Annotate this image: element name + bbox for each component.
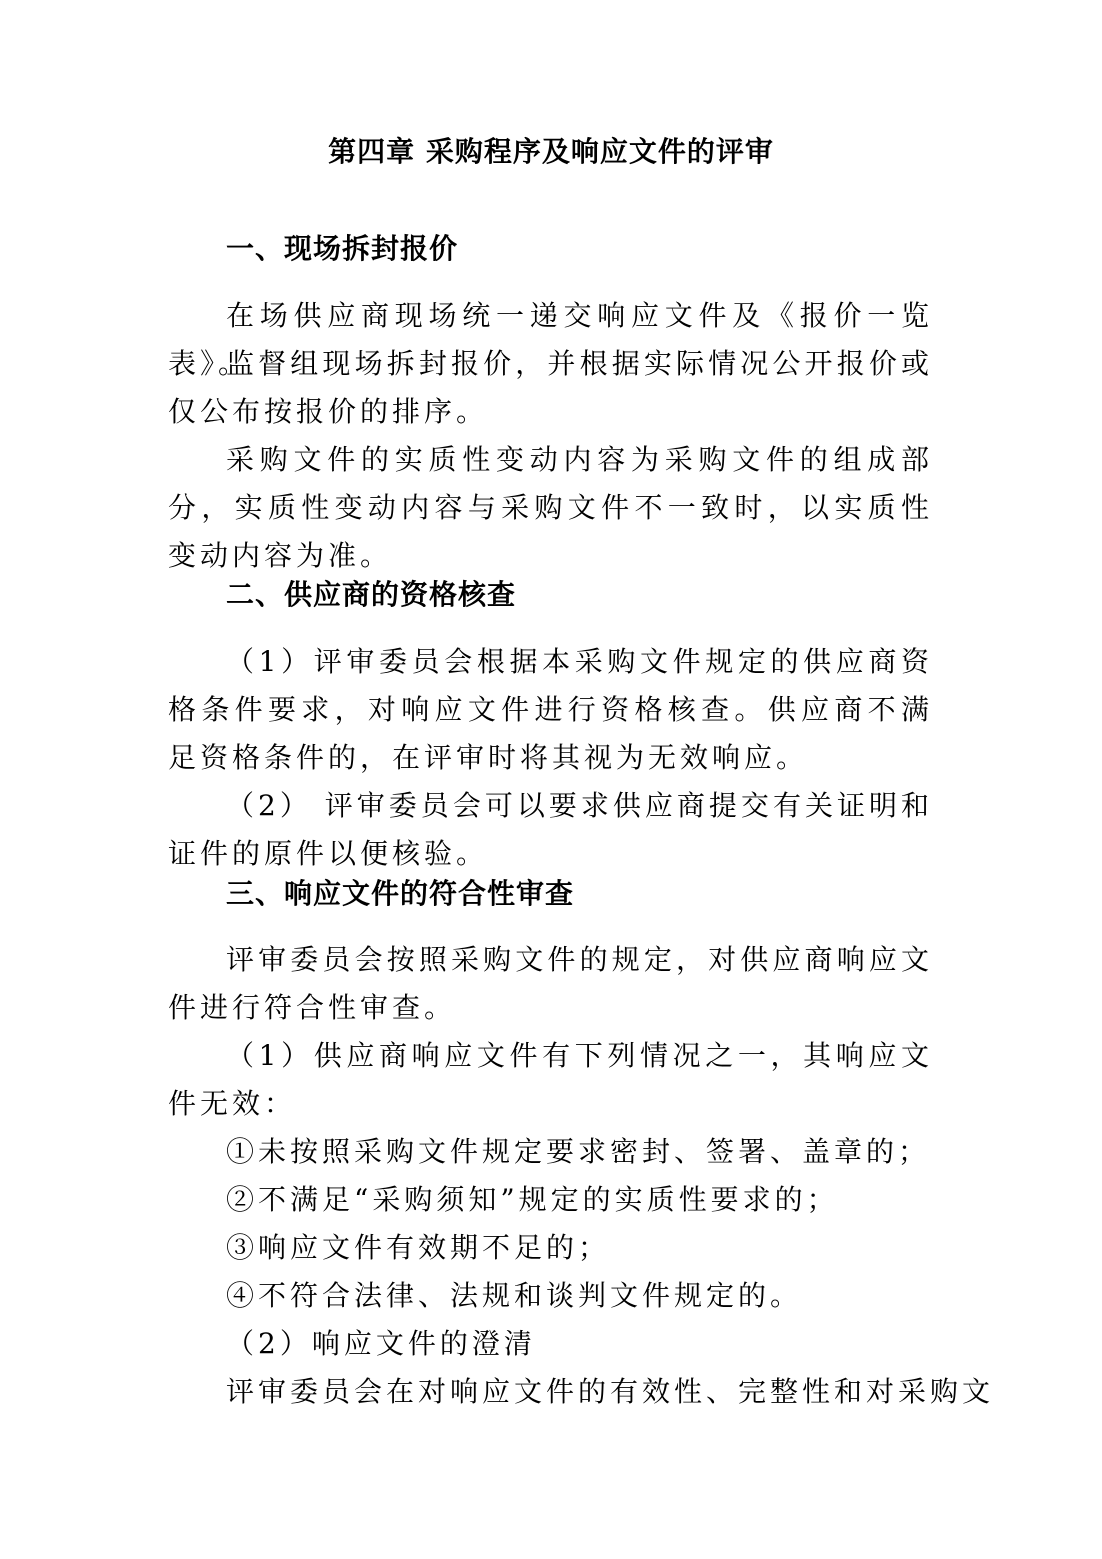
paragraph: （1）供应商响应文件有下列情况之一，其响应文件无效：: [168, 1039, 933, 1120]
list-item: ④不符合法律、法规和谈判文件规定的。: [226, 1279, 803, 1312]
list-item: ①未按照采购文件规定要求密封、签署、盖章的；: [226, 1135, 931, 1168]
chapter-title: 第四章 采购程序及响应文件的评审: [328, 135, 774, 168]
paragraph: 采购文件的实质性变动内容为采购文件的组成部分，实质性变动内容与采购文件不一致时，以实质性变动内容为准。: [168, 443, 933, 572]
paragraph: 在场供应商现场统一递交响应文件及《报价一览表》。: [168, 299, 933, 380]
section-heading-2: 二、供应商的资格核查: [226, 578, 517, 611]
list-item: ③响应文件有效期不足的；: [226, 1231, 611, 1264]
paragraph: 评审委员会在对响应文件的有效性、完整性和对采购文: [226, 1375, 995, 1408]
section-heading-1: 一、现场拆封报价: [226, 232, 459, 265]
section-heading-3: 三、响应文件的符合性审查: [226, 877, 575, 910]
list-item: ②不满足“采购须知”规定的实质性要求的；: [226, 1183, 839, 1216]
sub-heading: （2）响应文件的澄清: [226, 1327, 536, 1360]
paragraph: 评审委员会按照采购文件的规定，对供应商响应文件进行符合性审查。: [168, 943, 933, 1024]
paragraph: （1）评审委员会根据本采购文件规定的供应商资格条件要求，对响应文件进行资格核查。供应商不满足资格条件的，在评审时将其视为无效响应。: [168, 645, 933, 774]
paragraph: 监督组现场拆封报价，并根据实际情况公开报价或仅公布按报价的排序。: [168, 347, 933, 428]
paragraph: （2） 评审委员会可以要求供应商提交有关证明和证件的原件以便核验。: [168, 789, 933, 870]
